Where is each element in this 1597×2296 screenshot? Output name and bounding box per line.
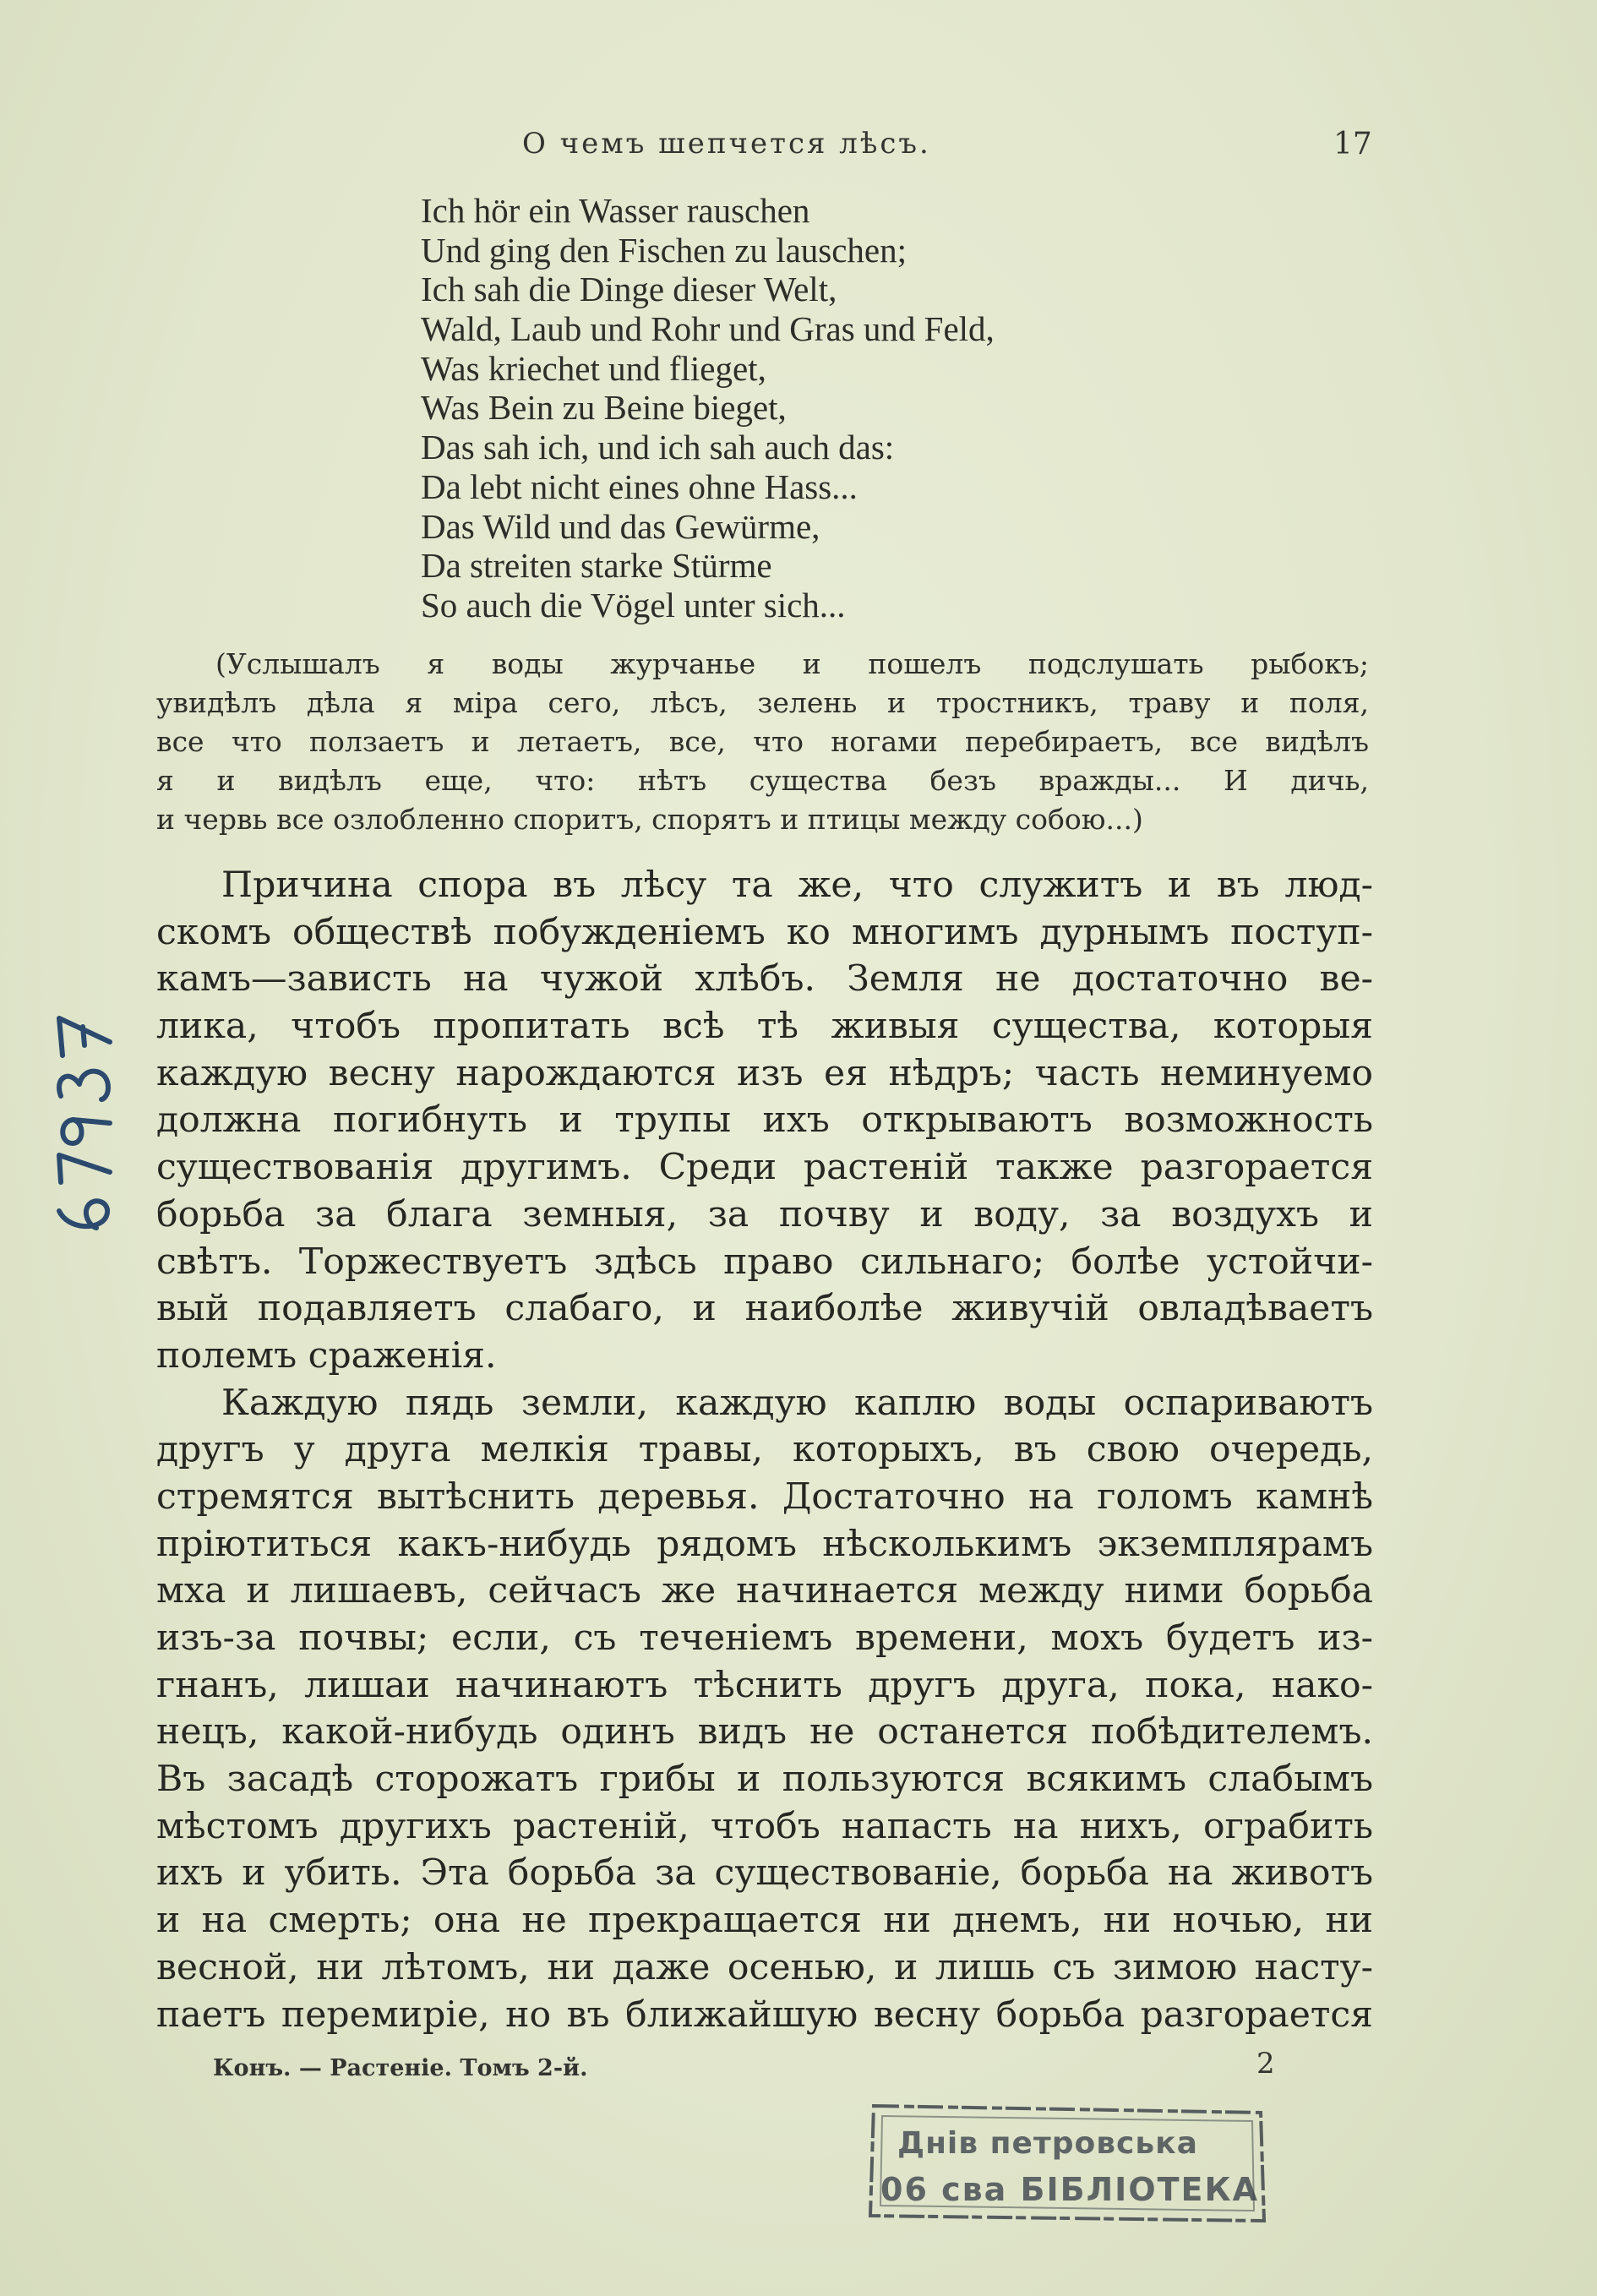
body-line: должна погибнуть и трупы ихъ открываютъ возможность bbox=[156, 1099, 1373, 1142]
poem-line: Ich sah die Dinge dieser Welt, bbox=[421, 270, 837, 309]
body-line: вый подавляетъ слабаго, и наиболѣе живучій овладѣваетъ bbox=[156, 1288, 1373, 1330]
svg-text:06 сва БІБЛІОТЕКА: 06 сва БІБЛІОТЕКА bbox=[880, 2171, 1259, 2208]
body-line: лика, чтобъ пропитать всѣ тѣ живыя существа, которыя bbox=[156, 1006, 1373, 1048]
signature-line: Конъ. — Растеніе. Томъ 2-й. bbox=[213, 2055, 588, 2081]
poem-line: So auch die Vögel unter sich... bbox=[421, 585, 846, 624]
body-line: борьба за блага земныя, за почву и воду, за воздухъ и bbox=[156, 1193, 1373, 1235]
poem-line: Da lebt nicht eines ohne Hass... bbox=[421, 466, 858, 506]
translation-line: все что ползаетъ и летаетъ, все, что ногами перебираетъ, все видѣлъ bbox=[156, 725, 1369, 758]
body-line: нецъ, какой-нибудь одинъ видъ не останется побѣдителемъ. bbox=[156, 1711, 1373, 1753]
body-line: мха и лишаевъ, сейчасъ же начинается между ними борьба bbox=[156, 1570, 1373, 1612]
body-line: свѣтъ. Торжествуетъ здѣсь право сильнаго; болѣе устойчи- bbox=[156, 1241, 1373, 1283]
body-line: весной, ни лѣтомъ, ни даже осенью, и лишь съ зимою насту- bbox=[156, 1946, 1373, 1988]
body-line: ихъ и убить. Эта борьба за существованіе, борьба на животъ bbox=[156, 1852, 1373, 1895]
running-title: О чемъ шепчется лѣсъ. bbox=[522, 127, 931, 161]
poem-line: Was kriechet und flieget, bbox=[421, 348, 766, 388]
poem-translation bbox=[156, 645, 1369, 839]
translation-line: я и видѣлъ еще, что: нѣтъ существа безъ вражды... И дичь, bbox=[156, 764, 1369, 797]
body-line: каждую весну нарождаются изъ ея нѣдръ; часть неминуемо bbox=[156, 1052, 1373, 1094]
body-line: другъ у друга мелкія травы, которыхъ, въ свою очередь, bbox=[156, 1429, 1373, 1471]
body-line: Причина спора въ лѣсу та же, что служитъ и въ люд- bbox=[221, 864, 1373, 906]
body-line: камъ—зависть на чужой хлѣбъ. Земля не достаточно ве- bbox=[156, 958, 1373, 1001]
library-stamp bbox=[864, 2094, 1278, 2228]
body-line: и на смерть; она не прекращается ни днемъ, ни ночью, ни bbox=[156, 1900, 1373, 1942]
body-line: изъ-за почвы; если, съ теченіемъ времени, мохъ будетъ из- bbox=[156, 1617, 1373, 1659]
body-line: скомъ обществѣ побужденіемъ ко многимъ дурнымъ поступ- bbox=[156, 911, 1373, 953]
svg-text:Днів петровська: Днів петровська bbox=[897, 2126, 1198, 2161]
translation-line: увидѣлъ дѣла я міра сего, лѣсъ, зелень и тростникъ, траву и поля, bbox=[156, 686, 1369, 719]
body-text bbox=[156, 862, 1373, 2038]
body-line: гнанъ, лишаи начинаютъ тѣснить другъ друга, пока, нако- bbox=[156, 1664, 1373, 1706]
body-line: паетъ перемиріе, но въ ближайшую весну борьба разгорается bbox=[156, 1993, 1373, 2036]
body-line: мѣстомъ другихъ растеній, чтобъ напасть на нихъ, ограбить bbox=[156, 1805, 1373, 1847]
german-poem bbox=[421, 191, 995, 625]
sheet-number: 2 bbox=[1256, 2047, 1275, 2081]
translation-line: и червь все озлобленно споритъ, спорятъ и птицы между собою...) bbox=[156, 803, 1143, 836]
body-line: Въ засадѣ сторожатъ грибы и пользуются всякимъ слабымъ bbox=[156, 1759, 1373, 1801]
poem-line: Wald, Laub und Rohr und Gras und Feld, bbox=[421, 309, 995, 349]
body-line: существованія другимъ. Среди растеній также разгорается bbox=[156, 1147, 1373, 1189]
poem-line: Das sah ich, und ich sah auch das: bbox=[421, 428, 895, 467]
body-line: пріютиться какъ-нибудь рядомъ нѣсколькимъ экземплярамъ bbox=[156, 1523, 1373, 1565]
poem-line: Ich hör ein Wasser rauschen bbox=[421, 191, 810, 230]
poem-line: Da streiten starke Stürme bbox=[421, 546, 772, 586]
handwritten-inventory-number bbox=[34, 984, 135, 1238]
translation-line: (Услышалъ я воды журчанье и пошелъ подслушать рыбокъ; bbox=[215, 647, 1369, 680]
poem-line: Was Bein zu Beine bieget, bbox=[421, 388, 787, 428]
poem-line: Das Wild und das Gewürme, bbox=[421, 506, 820, 546]
body-line: стремятся вытѣснить деревья. Достаточно на голомъ камнѣ bbox=[156, 1475, 1373, 1518]
body-line: Каждую пядь земли, каждую каплю воды оспариваютъ bbox=[221, 1382, 1373, 1424]
poem-line: Und ging den Fischen zu lauschen; bbox=[421, 230, 908, 270]
body-line: полемъ сраженія. bbox=[156, 1334, 497, 1377]
page-number: 17 bbox=[1333, 127, 1372, 161]
